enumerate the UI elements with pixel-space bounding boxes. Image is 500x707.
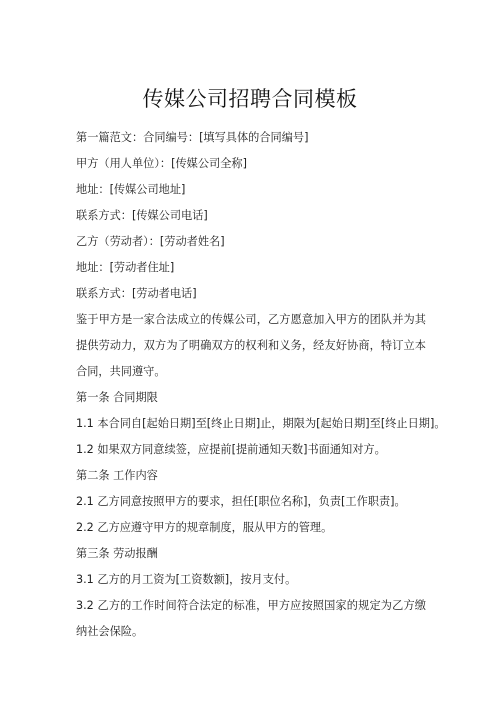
party-b-address-line: 地址：[劳动者住址] — [76, 261, 175, 274]
section-item: 2.2 乙方应遵守甲方的规章制度，服从甲方的管理。 — [76, 521, 333, 534]
section-item: 1.2 如果双方同意续签，应提前[提前通知天数]书面通知对方。 — [76, 443, 386, 456]
section-heading: 第三条 劳动报酬 — [76, 547, 158, 560]
party-a-contact-line: 联系方式：[传媒公司电话] — [76, 209, 208, 222]
document-title: 传媒公司招聘合同模板 — [142, 87, 358, 111]
section-item: 2.1 乙方同意按照甲方的要求，担任[职位名称]，负责[工作职责]。 — [76, 495, 406, 508]
section-heading: 第一条 合同期限 — [76, 391, 158, 404]
party-b-contact-line: 联系方式：[劳动者电话] — [76, 287, 197, 300]
party-b-line: 乙方（劳动者）：[劳动者姓名] — [76, 235, 225, 248]
contract-number-line: 第一篇范文：合同编号：[填写具体的合同编号] — [76, 131, 309, 144]
preamble-paragraph: 鉴于甲方是一家合法成立的传媒公司，乙方愿意加入甲方的团队并为其提供劳动力，双方为了明确双方的权利和义务，经友好协商，特订立本合同，共同遵守。 — [76, 313, 426, 378]
section-item: 3.2 乙方的工作时间符合法定的标准，甲方应按照国家的规定为乙方缴纳社会保险。 — [76, 599, 426, 638]
party-a-address-line: 地址：[传媒公司地址] — [76, 183, 186, 196]
section-item: 3.1 乙方的月工资为[工资数额]，按月支付。 — [76, 573, 297, 586]
document-body — [76, 125, 446, 645]
section-item: 1.1 本合同自[起始日期]至[终止日期]止，期限为[起始日期]至[终止日期]。 — [76, 417, 446, 430]
party-a-line: 甲方（用人单位）：[传媒公司全称] — [76, 157, 247, 170]
section-heading: 第二条 工作内容 — [76, 469, 158, 482]
